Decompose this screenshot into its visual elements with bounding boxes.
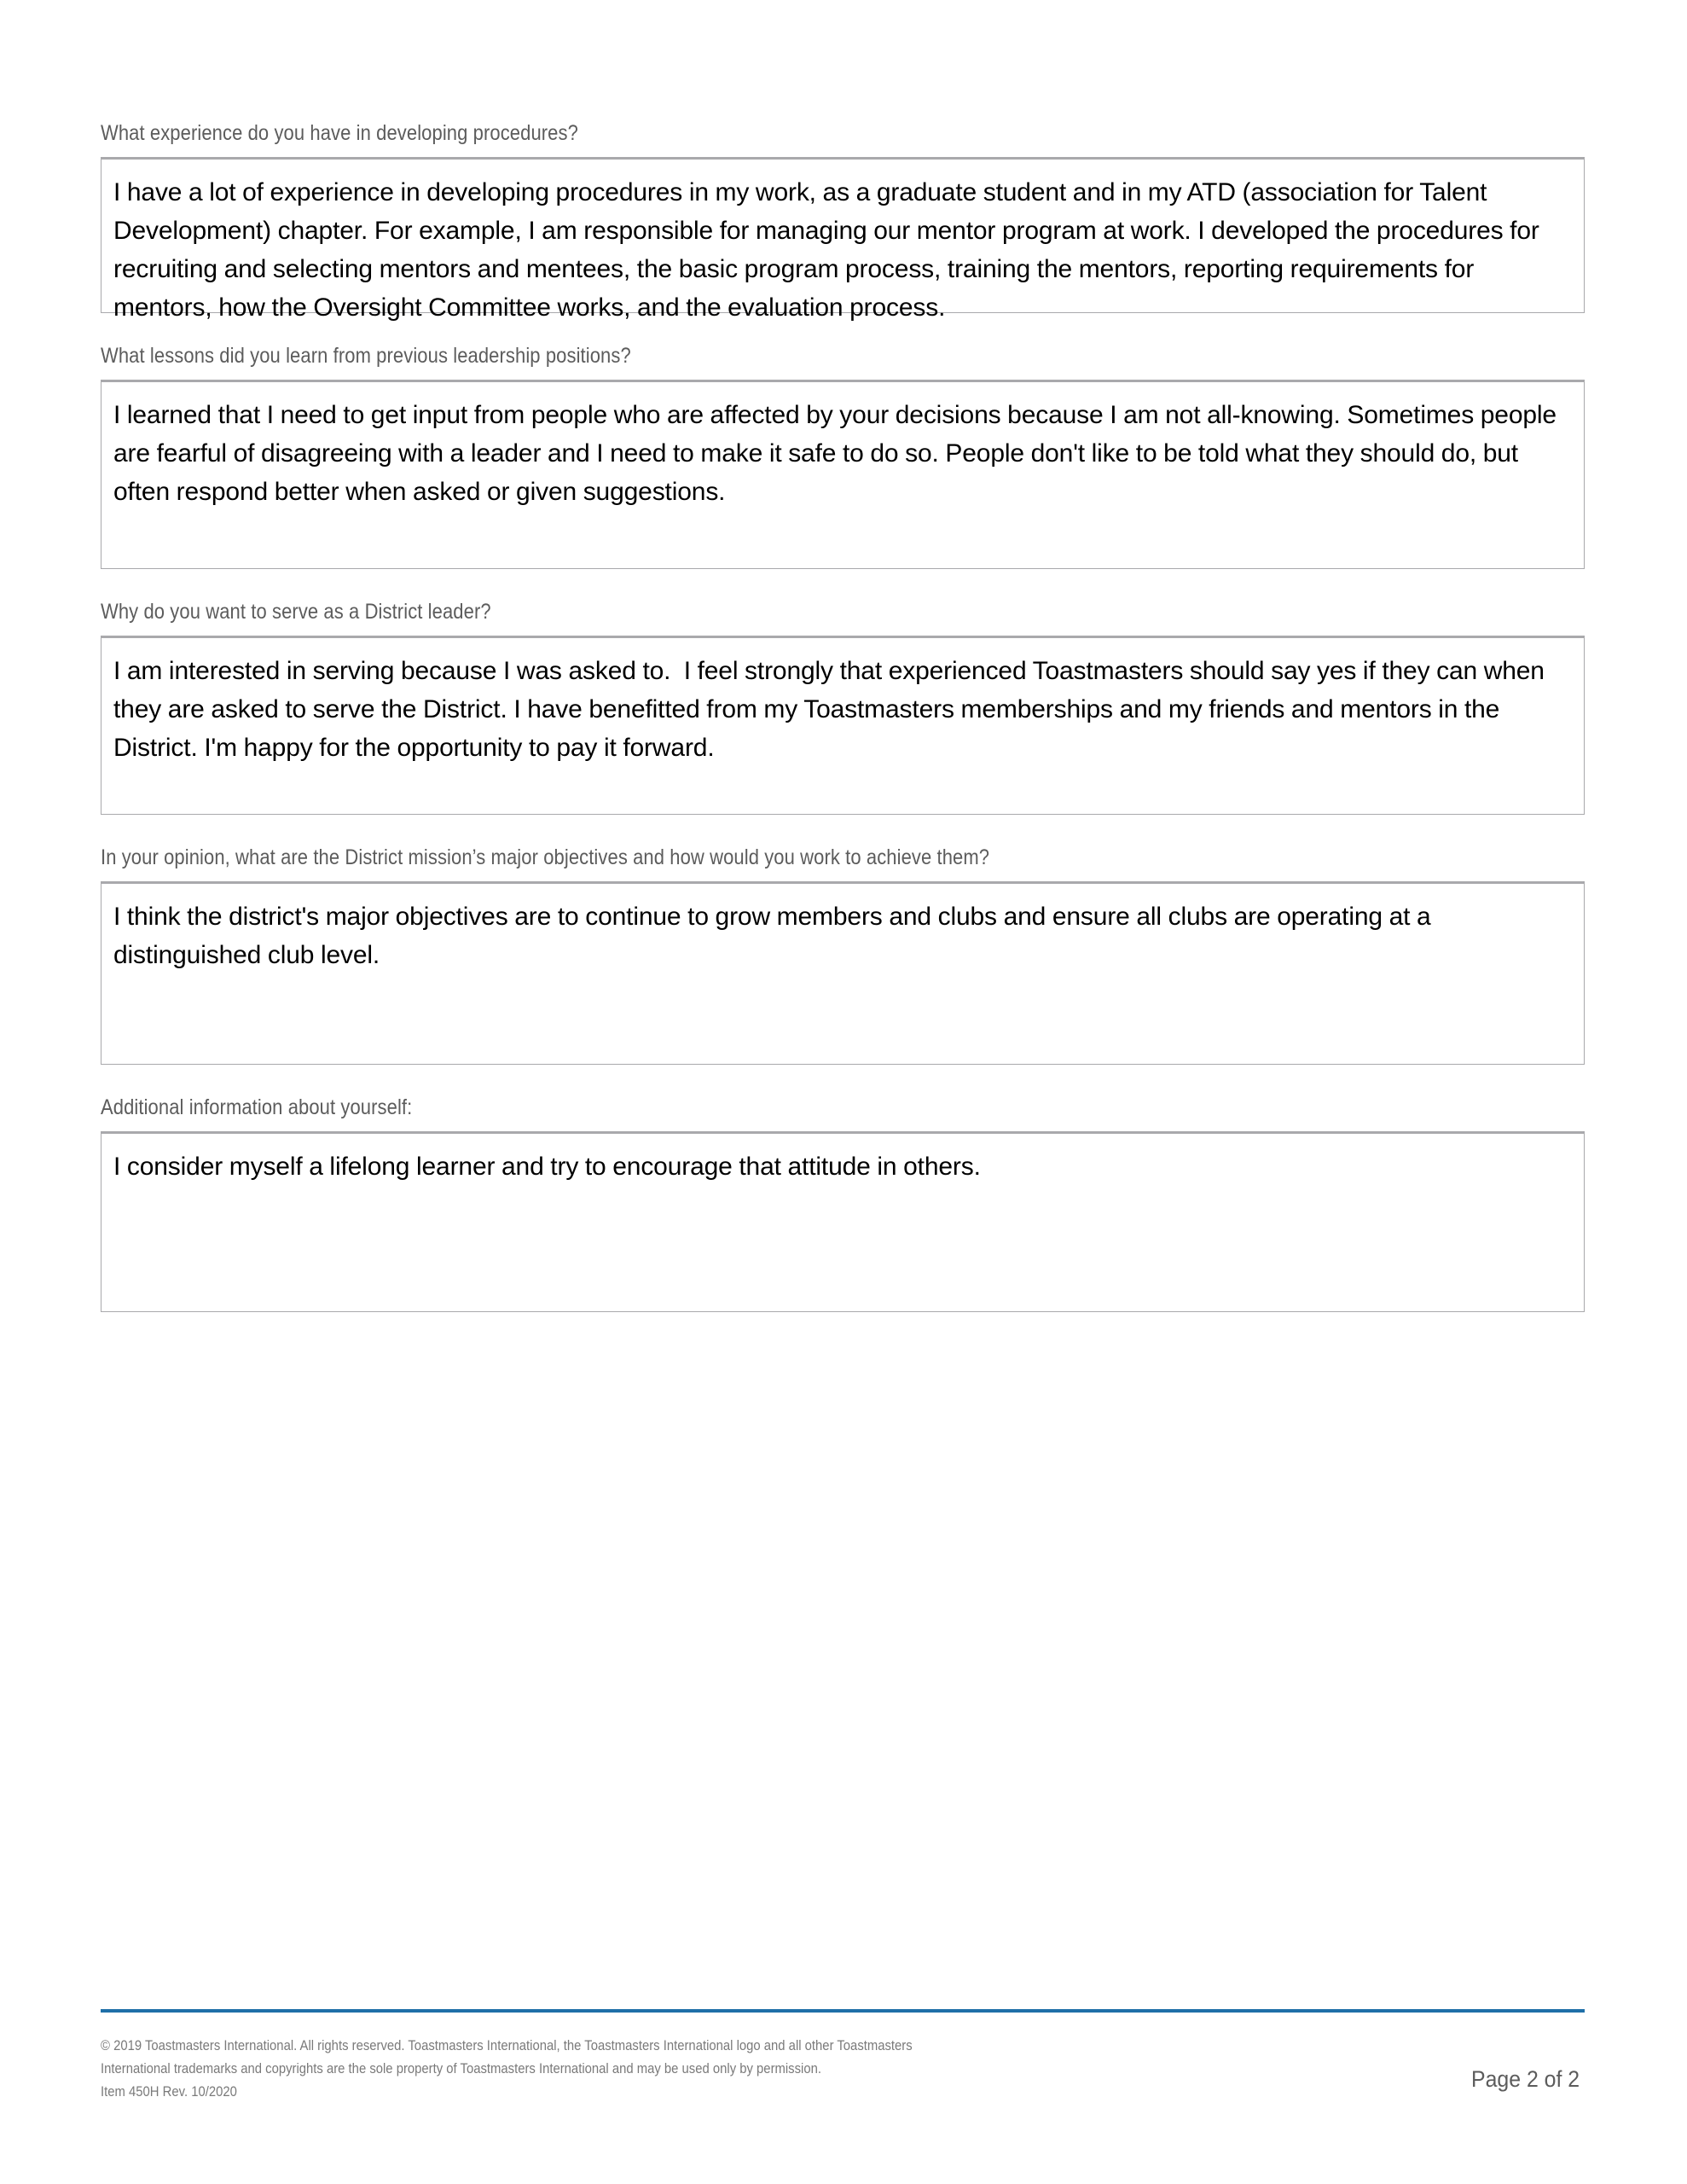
answer-text-4: I think the district's major objectives are to continue to grow members and clubs and ensure all clubs are operating at a distinguished club level. xyxy=(113,903,1438,969)
question-block-3 xyxy=(101,598,1585,815)
copyright-line-2: International trademarks and copyrights are the sole property of Toastmasters International and may be used only by permission. xyxy=(101,2061,821,2077)
answer-text-5: I consider myself a lifelong learner and try to encourage that attitude in others. xyxy=(113,1153,981,1181)
question-label-4: In your opinion, what are the District mission’s major objectives and how would you work to achieve them? xyxy=(101,845,990,869)
question-block-1 xyxy=(101,119,1585,322)
footer-copyright xyxy=(101,2035,1114,2104)
question-block-5 xyxy=(101,1094,1585,1312)
answer-field-1[interactable] xyxy=(101,157,1585,322)
footer-divider xyxy=(101,2009,1585,2013)
answer-field-2[interactable] xyxy=(101,380,1585,569)
question-label-3: Why do you want to serve as a District leader? xyxy=(101,600,491,624)
answer-text-3: I am interested in serving because I was asked to. I feel strongly that experienced Toastmasters should say yes if they can when they are asked to serve the District. I have benefitted from my Toastmasters memberships and my friends and mentors in the District. I'm happy for the opportunity to pay it forward. xyxy=(113,657,1551,762)
question-block-4 xyxy=(101,844,1585,1065)
footer-body xyxy=(101,2035,1585,2129)
copyright-line-1: © 2019 Toastmasters International. All rights reserved. Toastmasters International, the Toastmasters International logo and all other Toastmasters xyxy=(101,2038,913,2053)
item-revision-line: Item 450H Rev. 10/2020 xyxy=(101,2084,237,2100)
form-content xyxy=(101,119,1585,1341)
question-block-2 xyxy=(101,342,1585,569)
question-label-1: What experience do you have in developing procedures? xyxy=(101,121,578,145)
answer-field-5[interactable] xyxy=(101,1131,1585,1312)
page-number: Page 2 of 2 xyxy=(1470,2066,1580,2092)
question-label-5: Additional information about yourself: xyxy=(101,1095,413,1119)
answer-field-4[interactable] xyxy=(101,881,1585,1065)
question-label-2: What lessons did you learn from previous leadership positions? xyxy=(101,344,631,368)
answer-field-3[interactable] xyxy=(101,636,1585,815)
page-footer xyxy=(101,2009,1585,2129)
answer-text-1: I have a lot of experience in developing procedures in my work, as a graduate student and in my ATD (association for Talent Development) chapter. For example, I am responsible for managing our mentor program at work. I developed the procedures for recruiting and selecting mentors and mentees, the basic program process, training the mentors, reporting requirements for mentors, how the Oversight Committee works, and the evaluation process. xyxy=(113,178,1546,322)
answer-text-2: I learned that I need to get input from people who are affected by your decisions because I am not all-knowing. Sometimes people are fearful of disagreeing with a leader and I need to make it safe to do so. People don't like to be told what they should do, but often respond better when asked or given suggestions. xyxy=(113,401,1563,506)
